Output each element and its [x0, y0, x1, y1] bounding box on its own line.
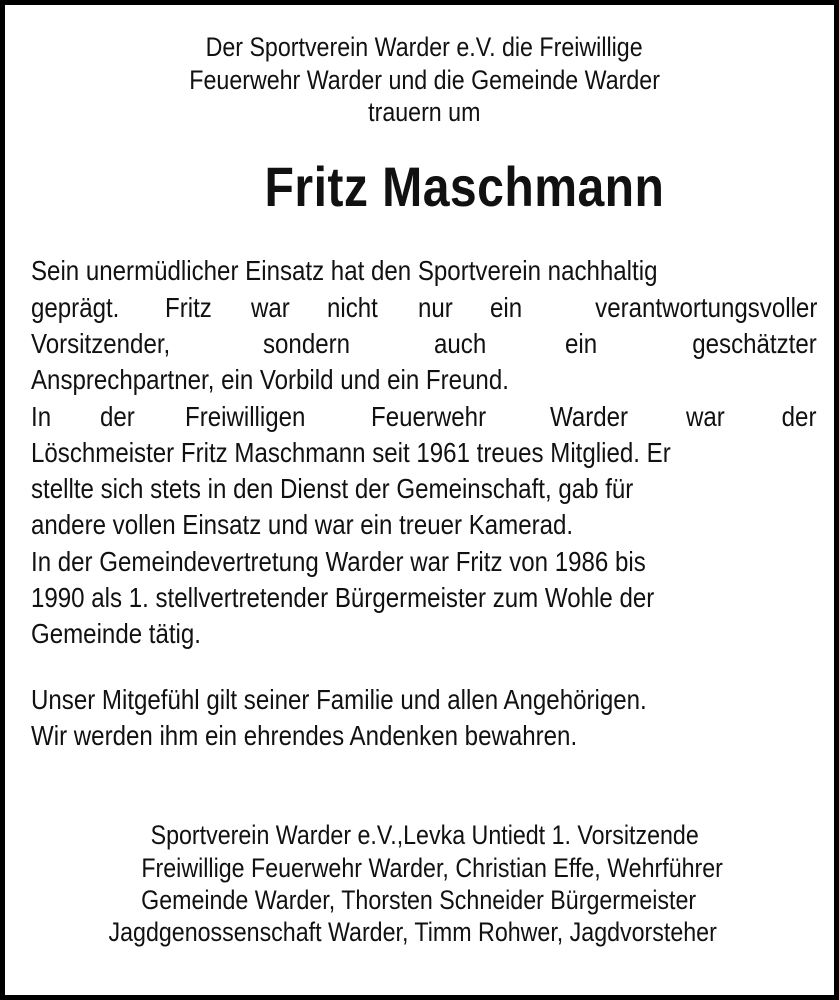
word: Vorsitzender, — [31, 328, 171, 359]
body-text: In der Gemeindevertretung Warder war Fritz von 1986 bis — [31, 546, 646, 577]
header-line-1 — [5, 32, 839, 62]
word: geprägt. — [31, 292, 120, 323]
word: sondern — [262, 328, 350, 359]
body-text: Sein unermüdlicher Einsatz hat den Sportverein nachhaltig — [31, 255, 658, 286]
body-p4-line-1 — [31, 685, 817, 715]
signature-text: Sportverein Warder e.V.,Levka Untiedt 1. Vorsitzende — [150, 820, 699, 850]
body-text: stellte sich stets in den Dienst der Gemeinschaft, gab für — [31, 473, 634, 504]
body-p1-line-1 — [31, 256, 817, 286]
header-line-2 — [5, 65, 839, 95]
deceased-name — [5, 155, 839, 219]
body-p2-line-2 — [31, 438, 817, 468]
word: ein — [564, 328, 597, 359]
signature-text: Freiwillige Feuerwehr Warder, Christian Effe, Wehrführer — [141, 853, 724, 883]
word: auch — [434, 328, 487, 359]
body-p2-line-3 — [31, 474, 817, 504]
body-p1-line-3 — [31, 329, 817, 359]
body-p3-line-1 — [31, 547, 817, 577]
word: In — [31, 401, 52, 432]
signature-jagdgenossenschaft — [0, 917, 832, 947]
word: verantwortungsvoller — [594, 292, 817, 323]
signature-text: Gemeinde Warder, Thorsten Schneider Bürgermeister — [141, 885, 696, 915]
deceased-name-text: Fritz Maschmann — [264, 155, 665, 218]
body-p1-line-4 — [31, 365, 817, 395]
word: Feuerwehr — [370, 401, 486, 432]
signature-feuerwehr — [13, 853, 839, 883]
body-text: 1990 als 1. stellvertretender Bürgermeister zum Wohle der — [31, 582, 655, 613]
body-text: andere vollen Einsatz und war ein treuer Kamerad. — [31, 509, 574, 540]
body-p2-line-1 — [31, 402, 817, 432]
word: war — [250, 292, 290, 323]
body-p3-line-2 — [31, 583, 817, 613]
word: nicht — [327, 292, 379, 323]
word: Fritz — [165, 292, 212, 323]
body-p1-line-2 — [31, 293, 817, 323]
word: der — [782, 401, 817, 432]
body-text: Löschmeister Fritz Maschmann seit 1961 treues Mitglied. Er — [31, 437, 671, 468]
header-text: trauern um — [368, 97, 481, 127]
body-text: Ansprechpartner, ein Vorbild und ein Freund. — [31, 364, 509, 395]
word: war — [686, 401, 725, 432]
word: nur — [418, 292, 453, 323]
signature-sportverein — [5, 820, 839, 850]
word: geschätzter — [692, 328, 817, 359]
body-p4-line-2 — [31, 721, 817, 751]
header-text: Der Sportverein Warder e.V. die Freiwillige — [205, 32, 644, 62]
header-text: Feuerwehr Warder und die Gemeinde Warder — [189, 65, 660, 95]
body-text: Gemeinde tätig. — [31, 618, 201, 649]
word: Freiwilligen — [185, 401, 306, 432]
word: Warder — [549, 401, 629, 432]
signature-text: Jagdgenossenschaft Warder, Timm Rohwer, Jagdvorsteher — [108, 917, 717, 947]
word: ein — [489, 292, 523, 323]
body-p2-line-4 — [31, 510, 817, 540]
header-line-3 — [5, 97, 839, 127]
body-text: Unser Mitgefühl gilt seiner Familie und allen Angehörigen. — [31, 684, 647, 715]
body-text: Wir werden ihm ein ehrendes Andenken bewahren. — [31, 720, 578, 751]
signature-gemeinde — [0, 885, 838, 915]
word: der — [99, 401, 135, 432]
body-p3-line-3 — [31, 619, 817, 649]
